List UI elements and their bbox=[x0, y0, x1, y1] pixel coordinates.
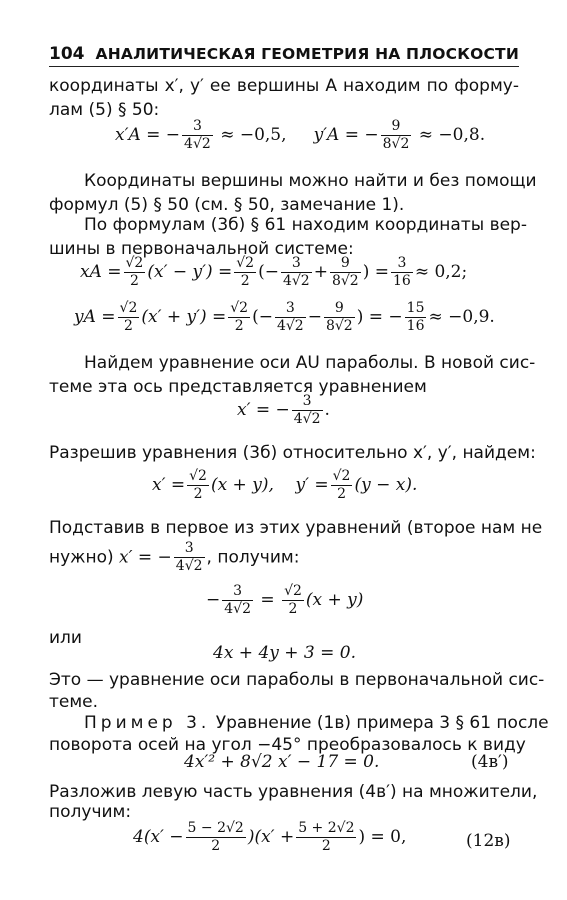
fraction bbox=[174, 540, 205, 575]
denominator: 4√2 bbox=[175, 558, 203, 574]
denominator: 2 bbox=[123, 318, 133, 334]
formula-part: ≈ −0,5, bbox=[220, 125, 287, 145]
fraction bbox=[330, 255, 361, 290]
formula-part: x′A = − bbox=[115, 125, 181, 145]
text-part: , получим: bbox=[206, 547, 300, 568]
text-line: Разложив левую часть уравнения (4в′) на множители, bbox=[49, 782, 538, 802]
formula-axis-equation: 4x + 4y + 3 = 0. bbox=[213, 643, 357, 663]
numerator: 3 bbox=[281, 255, 312, 273]
fraction bbox=[405, 300, 427, 335]
denominator: 2 bbox=[240, 273, 250, 289]
formula-part: = bbox=[260, 590, 275, 610]
formula-ya bbox=[74, 300, 495, 335]
denominator: 16 bbox=[406, 318, 425, 334]
formula-part: x′ = − bbox=[119, 547, 172, 568]
formula-part: y′ = bbox=[295, 475, 329, 495]
text-line: теме эта ось представляется уравнением bbox=[49, 377, 427, 397]
page-number: 104 bbox=[49, 44, 85, 64]
fraction bbox=[281, 255, 312, 290]
fraction bbox=[282, 583, 304, 618]
text-line: Координаты вершины можно найти и без помощи bbox=[84, 171, 537, 191]
fraction bbox=[187, 468, 209, 503]
formula-part: 4(x′ − bbox=[133, 827, 184, 847]
denominator: 8√2 bbox=[325, 318, 353, 334]
equation-tag: (4в′) bbox=[471, 752, 509, 772]
formula-part: (− bbox=[258, 262, 279, 282]
text-line: формул (5) § 50 (см. § 50, замечание 1). bbox=[49, 195, 405, 215]
denominator: 2 bbox=[337, 486, 346, 502]
fraction bbox=[381, 118, 412, 153]
denominator: 2 bbox=[321, 838, 331, 854]
numerator: √2 bbox=[119, 300, 138, 316]
example-label: Пример 3. bbox=[84, 713, 211, 733]
text-line: получим: bbox=[49, 802, 132, 822]
fraction bbox=[331, 468, 353, 503]
fraction bbox=[118, 300, 140, 335]
numerator: √2 bbox=[125, 255, 144, 271]
formula-factorization bbox=[133, 820, 406, 855]
text-line bbox=[49, 540, 519, 580]
text-line: шины в первоначальной системе: bbox=[49, 239, 354, 259]
formula-part: ) = − bbox=[356, 307, 403, 327]
fraction bbox=[391, 255, 413, 290]
numerator: 3 bbox=[222, 583, 253, 601]
fraction bbox=[275, 300, 306, 335]
fraction bbox=[228, 300, 250, 335]
text-line: По формулам (3б) § 61 находим координаты вер- bbox=[84, 215, 527, 235]
formula-part: + bbox=[313, 262, 328, 282]
text-part: Уравнение (1в) примера 3 § 61 после bbox=[210, 713, 549, 733]
text-line: Это — уравнение оси параболы в первоначальной сис- bbox=[49, 670, 545, 690]
denominator: 2 bbox=[211, 838, 221, 854]
formula-part: (− bbox=[252, 307, 273, 327]
formula-part: ≈ −0,9. bbox=[428, 307, 495, 327]
denominator: 4√2 bbox=[293, 411, 321, 427]
text-line: Разрешив уравнения (3б) относительно x′, y′, найдем: bbox=[49, 443, 536, 463]
running-title: АНАЛИТИЧЕСКАЯ ГЕОМЕТРИЯ НА ПЛОСКОСТИ bbox=[95, 45, 519, 63]
fraction bbox=[296, 820, 356, 855]
numerator: 3 bbox=[182, 118, 213, 136]
text-line: теме. bbox=[49, 692, 99, 712]
formula-part: x′ = bbox=[152, 475, 186, 495]
formula-substitution bbox=[206, 583, 363, 618]
formula-part: . bbox=[324, 400, 330, 420]
text-line: Подставив в первое из этих уравнений (второе нам не bbox=[49, 518, 543, 538]
formula-part: y′A = − bbox=[313, 125, 379, 145]
text-part: нужно) bbox=[49, 547, 114, 568]
fraction bbox=[182, 118, 213, 153]
denominator: 16 bbox=[392, 273, 411, 289]
text-line: поворота осей на угол −45° преобразовалось к виду bbox=[49, 735, 526, 755]
fraction bbox=[222, 583, 253, 618]
denominator: 4√2 bbox=[224, 601, 251, 617]
running-header bbox=[49, 40, 519, 67]
formula-part: − bbox=[307, 307, 322, 327]
numerator: 5 − 2√2 bbox=[187, 820, 244, 836]
formula-part: (y − x). bbox=[354, 475, 418, 495]
equation-tag: (12в) bbox=[466, 831, 511, 851]
formula-part: − bbox=[206, 590, 221, 610]
formula-part: ) = bbox=[362, 262, 389, 282]
numerator: √2 bbox=[230, 300, 249, 316]
denominator: 2 bbox=[234, 318, 244, 334]
numerator: 9 bbox=[381, 118, 412, 136]
text-line: Найдем уравнение оси AU параболы. В новой сис- bbox=[84, 353, 536, 373]
text-line: или bbox=[49, 628, 82, 648]
denominator: 4√2 bbox=[184, 136, 211, 152]
denominator: 2 bbox=[129, 273, 139, 289]
fraction bbox=[234, 255, 256, 290]
formula-xa bbox=[80, 255, 467, 290]
denominator: 4√2 bbox=[282, 273, 310, 289]
numerator: 5 + 2√2 bbox=[298, 820, 355, 836]
formula-4v-prime: 4x′² + 8√2 x′ − 17 = 0. bbox=[184, 752, 380, 772]
numerator: 9 bbox=[330, 255, 361, 273]
formula-vertex-prime-coords bbox=[115, 118, 485, 153]
fraction bbox=[124, 255, 146, 290]
numerator: 15 bbox=[406, 300, 425, 316]
numerator: 3 bbox=[275, 300, 306, 318]
formula-part: (x + y), bbox=[210, 475, 274, 495]
formula-part: (x′ + y′) = bbox=[141, 307, 227, 327]
formula-part: yA = bbox=[74, 307, 116, 327]
formula-part: xA = bbox=[80, 262, 122, 282]
numerator: √2 bbox=[332, 468, 351, 484]
numerator: 3 bbox=[292, 393, 323, 411]
formula-inverse-transform bbox=[152, 468, 417, 503]
numerator: √2 bbox=[236, 255, 255, 271]
text-line bbox=[49, 711, 549, 735]
text-line: лам (5) § 50: bbox=[49, 100, 160, 120]
formula-part: ≈ −0,8. bbox=[418, 125, 486, 145]
fraction bbox=[324, 300, 355, 335]
formula-part: (x′ − y′) = bbox=[147, 262, 233, 282]
numerator: 9 bbox=[324, 300, 355, 318]
numerator: √2 bbox=[284, 583, 302, 599]
text-line: координаты x′, y′ ее вершины A находим по форму- bbox=[49, 76, 519, 96]
denominator: 2 bbox=[193, 486, 203, 502]
numerator: 3 bbox=[174, 540, 205, 558]
formula-part: x′ = − bbox=[237, 400, 290, 420]
denominator: 8√2 bbox=[382, 136, 410, 152]
numerator: 3 bbox=[391, 255, 413, 273]
formula-part: ≈ 0,2; bbox=[414, 262, 468, 282]
denominator: 4√2 bbox=[276, 318, 304, 334]
formula-part: )(x′ + bbox=[247, 827, 295, 847]
fraction bbox=[186, 820, 246, 855]
denominator: 8√2 bbox=[331, 273, 359, 289]
formula-axis-new bbox=[237, 393, 330, 428]
numerator: √2 bbox=[189, 468, 207, 484]
formula-part: (x + y) bbox=[305, 590, 364, 610]
formula-part: ) = 0, bbox=[358, 827, 407, 847]
fraction bbox=[292, 393, 323, 428]
denominator: 2 bbox=[288, 601, 298, 617]
